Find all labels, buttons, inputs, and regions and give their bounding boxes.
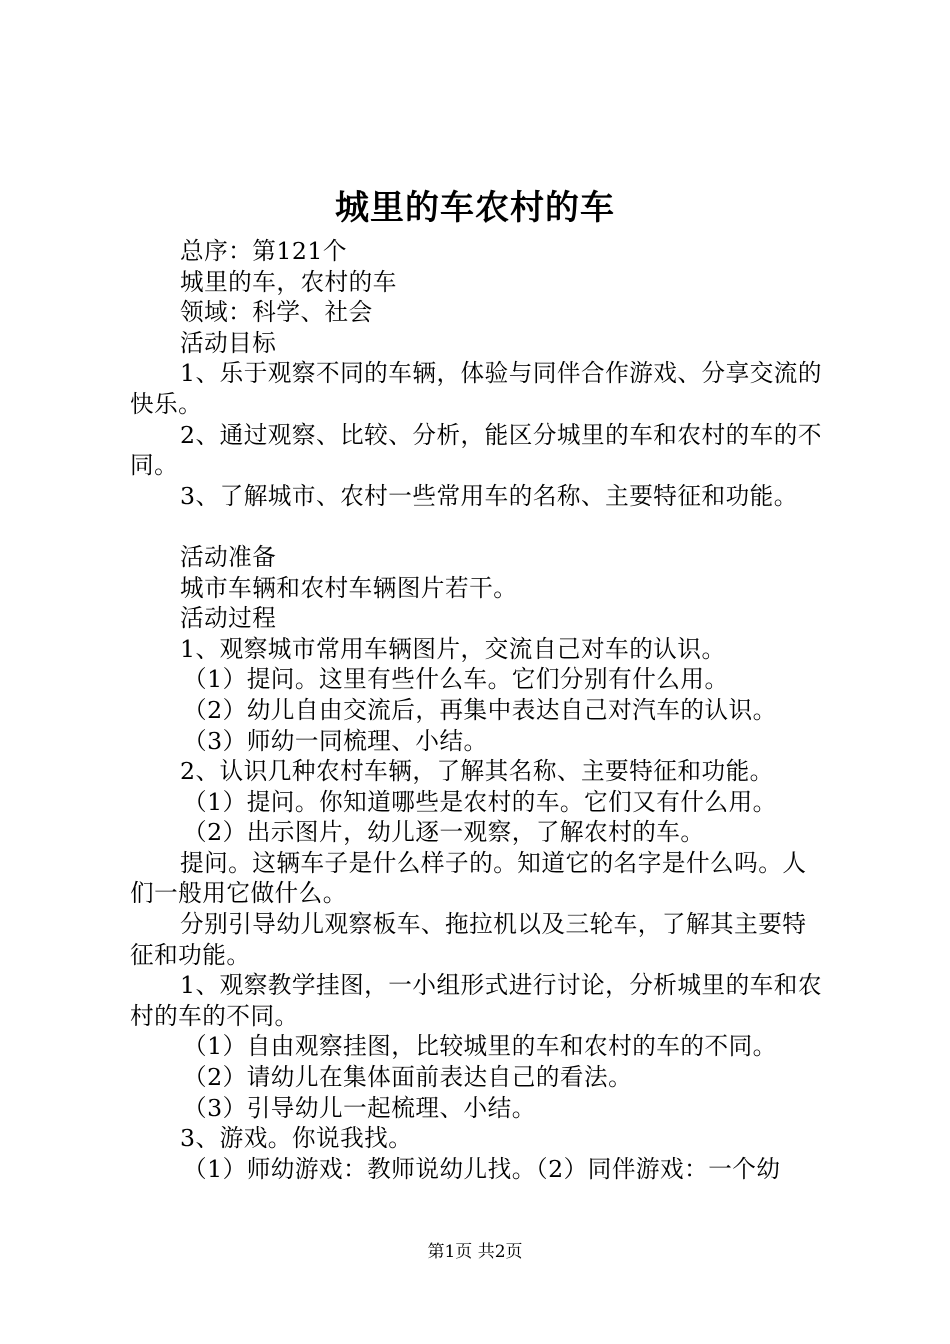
process-substep: （3）引导幼儿一起梳理、小结。 <box>183 1093 536 1122</box>
page-footer: 第1页 共2页 <box>427 1242 523 1262</box>
goal-item: 3、了解城市、农村一些常用车的名称、主要特征和功能。 <box>180 481 798 510</box>
paragraph-preparation: 城市车辆和农村车辆图片若干。 <box>180 573 518 602</box>
process-substep: （3）师幼一同梳理、小结。 <box>183 726 488 755</box>
heading-process: 活动过程 <box>180 604 277 633</box>
goal-item: 2、通过观察、比较、分析，能区分城里的车和农村的车的不同。 <box>130 420 822 480</box>
process-substep: （2）请幼儿在集体面前表达自己的看法。 <box>183 1063 633 1092</box>
goal-item: 1、乐于观察不同的车辆，体验与同伴合作游戏、分享交流的快乐。 <box>130 359 822 418</box>
paragraph-serial: 总序：第121个 <box>180 237 348 265</box>
process-substep: （2）幼儿自由交流后，再集中表达自己对汽车的认识。 <box>183 695 777 724</box>
paragraph-domain: 领域：科学、社会 <box>180 298 373 327</box>
process-step: 2、认识几种农村车辆，了解其名称、主要特征和功能。 <box>180 757 774 786</box>
process-step: 3、游戏。你说我找。 <box>180 1124 413 1153</box>
process-paragraph: 分别引导幼儿观察板车、拖拉机以及三轮车，了解其主要特征和功能。 <box>130 910 807 969</box>
process-substep: （1）提问。你知道哪些是农村的车。它们又有什么用。 <box>183 787 777 816</box>
process-substep: （1）自由观察挂图，比较城里的车和农村的车的不同。 <box>183 1032 777 1061</box>
process-step: 1、观察教学挂图，一小组形式进行讨论，分析城里的车和农村的车的不同。 <box>130 971 822 1030</box>
process-substep: （2）出示图片，幼儿逐一观察，了解农村的车。 <box>183 818 705 847</box>
heading-goals: 活动目标 <box>180 328 277 357</box>
process-substep: （1）提问。这里有些什么车。它们分别有什么用。 <box>183 665 729 694</box>
document-body <box>130 236 830 1184</box>
heading-preparation: 活动准备 <box>180 542 277 571</box>
document-title: 城里的车农村的车 <box>335 188 615 228</box>
process-paragraph: 提问。这辆车子是什么样子的。知道它的名字是什么吗。人们一般用它做什么。 <box>130 848 807 908</box>
process-substep: （1）师幼游戏：教师说幼儿找。（2）同伴游戏：一个幼 <box>183 1154 781 1183</box>
paragraph-subtitle: 城里的车，农村的车 <box>180 267 397 296</box>
process-step: 1、观察城市常用车辆图片，交流自己对车的认识。 <box>180 634 726 663</box>
blank-line <box>130 511 830 542</box>
